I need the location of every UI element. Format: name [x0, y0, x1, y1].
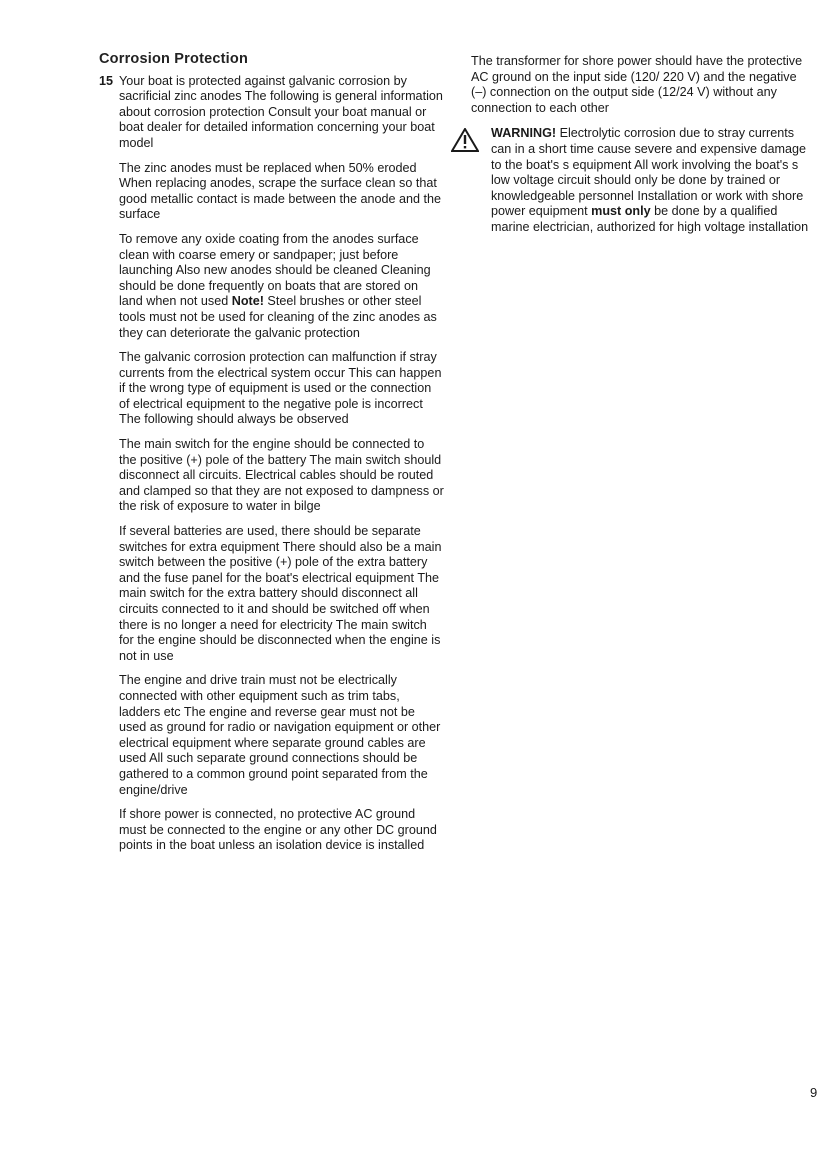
paragraph-shore-power [99, 807, 444, 854]
paragraph-text: Your boat is protected against galvanic corrosion by sacrificial zinc anodes The following is general information about corrosion protection Consult your boat manual or boat dealer for detailed information concerning your boat model [119, 73, 443, 150]
paragraph-intro [99, 74, 444, 152]
warning-text-end: be done by a qualified marine electrician, authorized for high voltage installation [491, 204, 809, 234]
paragraph-transformer: The transformer for shore power should have the protective AC ground on the input side (120/ 220 V) and the negative (–) connection on the output side (12/24 V) without any connection to each other [471, 54, 803, 115]
paragraph-several-batteries [99, 524, 444, 664]
right-column [471, 54, 811, 236]
paragraph-text: If several batteries are used, there should be separate switches for extra equipment There should also be a main switch between the positive (+) pole of the extra battery and the fuse panel for the boat's electrical equipment The main switch for the extra battery should disconnect all circuits connected to it and should be switched off when there is no longer a need for electricity The main switch for the engine should be disconnected when the engine is not in use [119, 524, 442, 663]
paragraph-anode-cleaning [99, 232, 444, 341]
paragraph-text: To remove any oxide coating from the anodes surface clean with coarse emery or sandpaper; just before launching Also new anodes should be cleaned Cleaning should be done frequently on boats that are stored on land when not used [119, 231, 431, 309]
warning-emphasis: must only [591, 204, 651, 219]
warning-box [471, 126, 811, 235]
warning-text: Electrolytic corrosion due to stray currents can in a short time cause severe and expensive damage to the boat's s equipment All work involving the boat's s low voltage circuit should only be done by trained or knowledgeable personnel Installation or work with shore power equipment [491, 126, 807, 219]
note-label: Note! [231, 294, 264, 309]
paragraph-anode-replacement [99, 161, 444, 223]
note-text: Steel brushes or other steel tools must not be used for cleaning of the zinc anodes as they can deteriorate the galvanic protection [119, 294, 437, 340]
paragraph-drive-train [99, 673, 444, 798]
section-heading: Corrosion Protection [99, 51, 249, 67]
page-number: 9 [810, 1085, 818, 1100]
paragraph-stray-currents [99, 350, 444, 428]
paragraph-text: The main switch for the engine should be connected to the positive (+) pole of the battery The main switch should disconnect all circuits. Electrical cables should be routed and clamped so that they are not exposed to dampness or the risk of exposure to water in bilge [119, 437, 444, 514]
left-column [99, 52, 444, 863]
section-number: 15 [99, 73, 114, 88]
paragraph-text: If shore power is connected, no protective AC ground must be connected to the engine or any other DC ground points in the boat unless an isolation device is installed [119, 807, 437, 853]
warning-title: WARNING! [491, 126, 557, 141]
warning-triangle-icon [451, 128, 479, 152]
paragraph-text: The engine and drive train must not be electrically connected with other equipment such as trim tabs, ladders etc The engine and reverse gear must not be used as ground for radio or navigation equipment or other electrical equipment where separate ground cables are used All such separate ground connections should be gathered to a common ground point separated from the engine/drive [119, 673, 441, 797]
paragraph-main-switch [99, 437, 444, 515]
paragraph-text: The zinc anodes must be replaced when 50% eroded When replacing anodes, scrape the surface clean so that good metallic contact is made between the anode and the surface [119, 160, 442, 222]
paragraph-text: The galvanic corrosion protection can malfunction if stray currents from the electrical system occur This can happen if the wrong type of equipment is used or the connection of electrical equipment to the negative pole is incorrect The following should always be observed [119, 350, 442, 427]
